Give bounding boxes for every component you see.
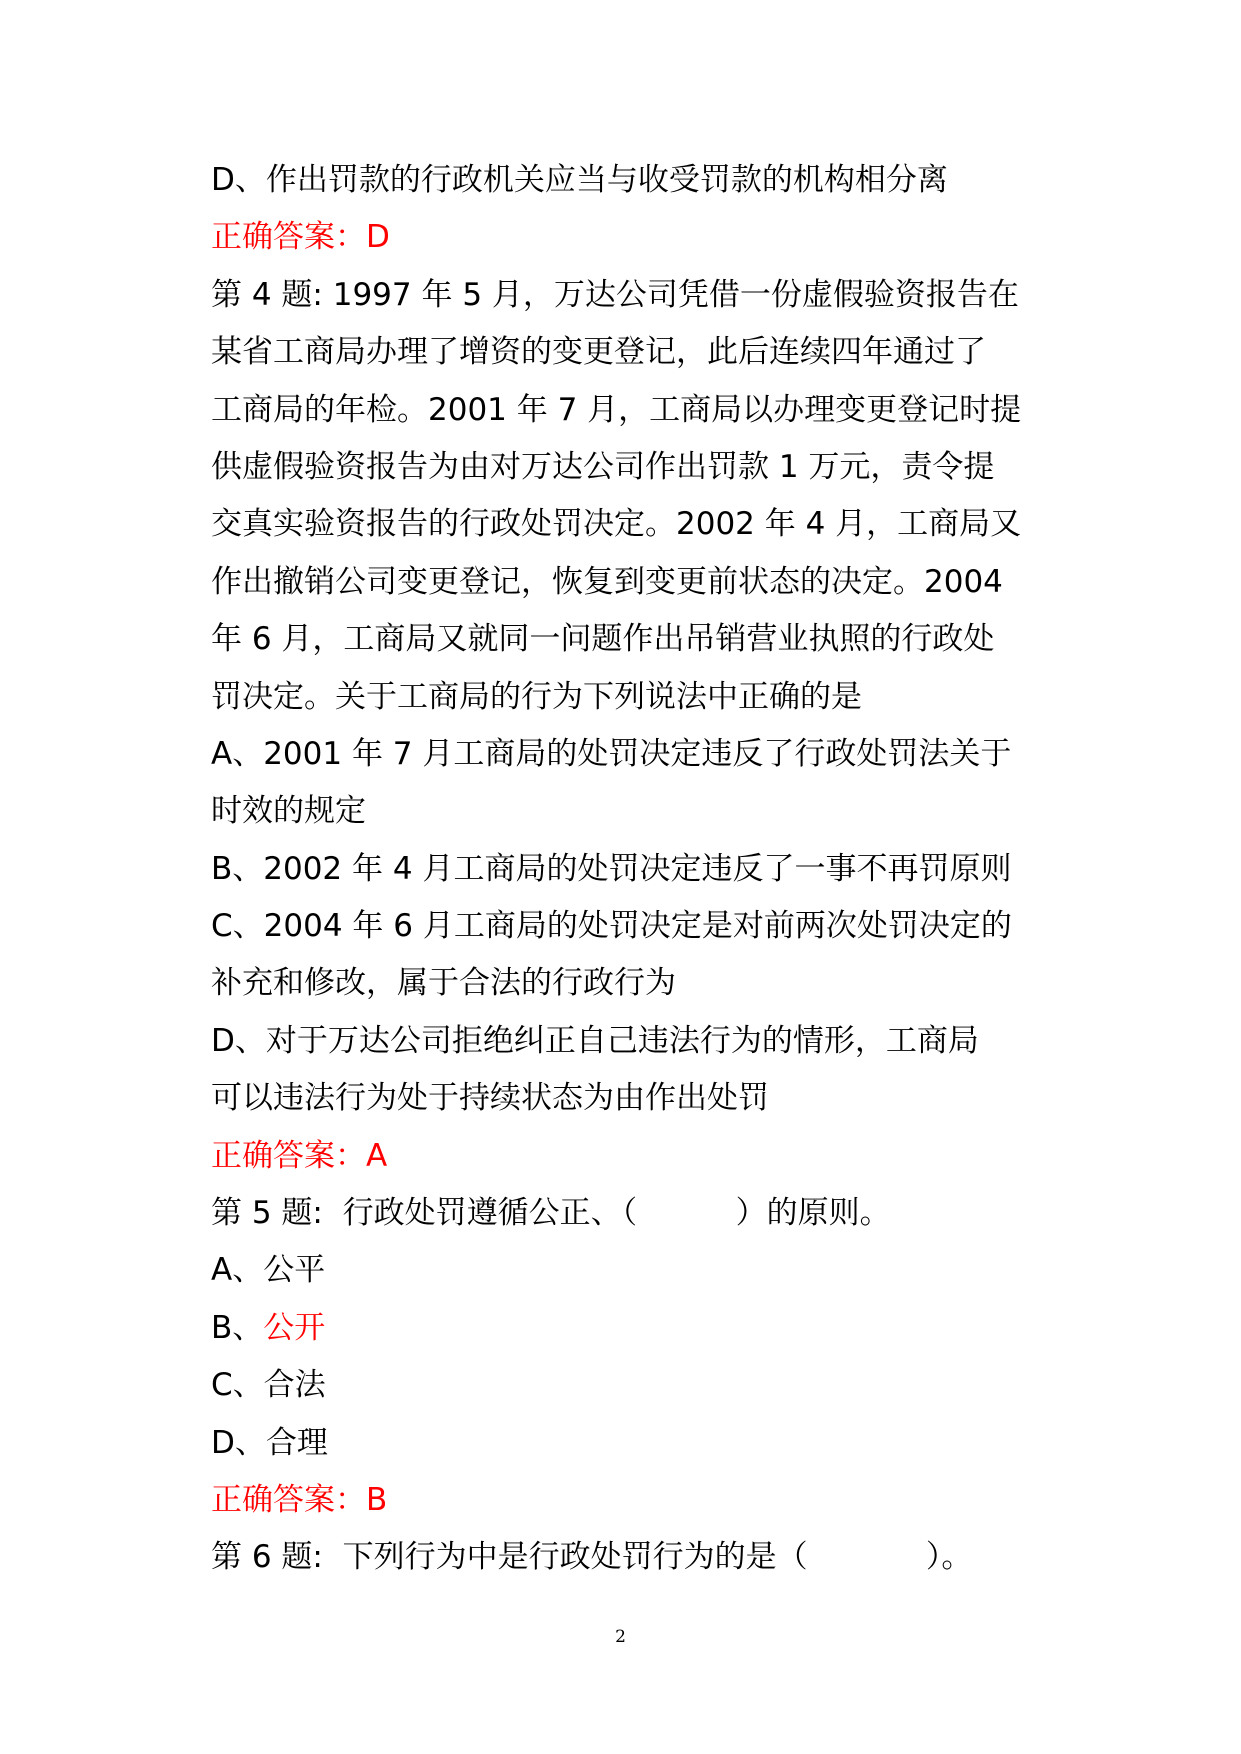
- question-4-line: 工商局的年检。2001 年 7 月，工商局以办理变更登记时提: [211, 391, 1022, 428]
- option-b-line: [211, 1300, 1051, 1357]
- option-a-line: A、2001 年 7 月工商局的处罚决定违反了行政处罚法关于: [211, 735, 1012, 772]
- option-d-line: 可以违法行为处于持续状态为由作出处罚: [211, 1080, 769, 1117]
- question-5-line: 第 5 题: 行政处罚遵循公正、（ ）的原则。: [211, 1195, 891, 1232]
- question-4-line: 罚决定。关于工商局的行为下列说法中正确的是: [211, 678, 862, 715]
- option-a-line: 时效的规定: [211, 793, 366, 830]
- option-d-line: D、合理: [211, 1424, 328, 1461]
- page-number: 2: [615, 1627, 626, 1647]
- option-b-line: B、2002 年 4 月工商局的处罚决定违反了一事不再罚原则: [211, 850, 1012, 887]
- option-c-line: C、合法: [211, 1367, 326, 1404]
- highlighted-answer: 公开: [263, 1309, 326, 1346]
- question-4-line: 年 6 月，工商局又就同一问题作出吊销营业执照的行政处: [211, 621, 995, 658]
- option-a-line: A、公平: [211, 1252, 326, 1289]
- question-4-line: 第 4 题: 1997 年 5 月，万达公司凭借一份虚假验资报告在: [211, 276, 1019, 313]
- correct-answer-line: 正确答案：B: [211, 1481, 388, 1518]
- option-c-line: C、2004 年 6 月工商局的处罚决定是对前两次处罚决定的: [211, 908, 1012, 945]
- question-4-line: 作出撤销公司变更登记，恢复到变更前状态的决定。2004: [211, 563, 1003, 600]
- correct-answer-line: 正确答案：A: [211, 1137, 388, 1174]
- question-6-line: 第 6 题: 下列行为中是行政处罚行为的是（ ）。: [211, 1539, 973, 1576]
- question-content: [211, 152, 1051, 1587]
- question-4-line: 交真实验资报告的行政处罚决定。2002 年 4 月，工商局又: [211, 506, 1022, 543]
- option-d-line: D、对于万达公司拒绝纠正自己违法行为的情形，工商局: [211, 1022, 979, 1059]
- option-d-line: D、作出罚款的行政机关应当与收受罚款的机构相分离: [211, 162, 948, 198]
- question-4-line: 某省工商局办理了增资的变更登记，此后连续四年通过了: [211, 334, 986, 371]
- option-label: B、: [211, 1309, 264, 1346]
- correct-answer-line: 正确答案：D: [211, 219, 390, 256]
- option-c-line: 补充和修改，属于合法的行政行为: [211, 965, 676, 1002]
- question-4-line: 供虚假验资报告为由对万达公司作出罚款 1 万元，责令提: [211, 448, 995, 485]
